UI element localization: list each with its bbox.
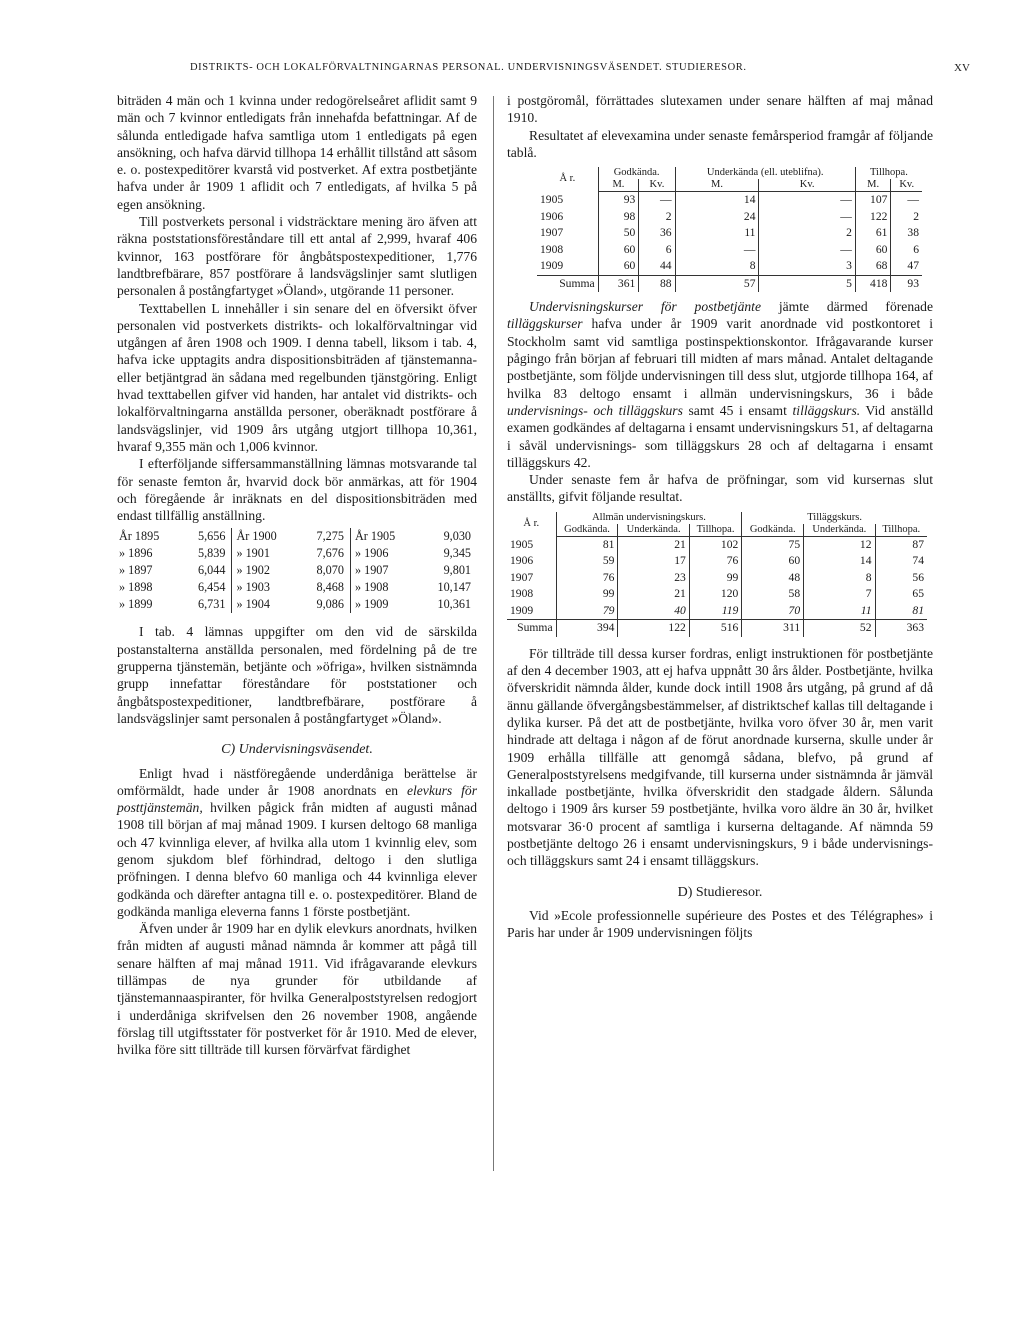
cell: —	[759, 192, 855, 209]
cell: 40	[618, 603, 689, 620]
table-row	[117, 545, 477, 562]
table-row	[117, 579, 477, 596]
cell: 44	[639, 258, 675, 275]
row-year: 1906	[510, 554, 534, 568]
paragraph	[117, 765, 477, 921]
year-label: » 1907	[350, 562, 417, 579]
paragraph: i postgöromål, förrättades slutexamen under senare hälften af maj månad 1910.	[507, 93, 933, 126]
cell: 75	[742, 536, 804, 553]
cell: 98	[598, 209, 639, 226]
row-year: 1905	[510, 537, 534, 551]
sub-header: Underkända.	[618, 524, 689, 537]
sub-header: Tillhopa.	[875, 524, 927, 537]
cell: 60	[855, 242, 891, 259]
year-value: 7,275	[316, 529, 344, 544]
paragraph	[507, 298, 933, 471]
personnel-years-list	[117, 528, 477, 613]
year-value: 5,656	[198, 529, 226, 544]
cell: 60	[598, 242, 639, 259]
table-row	[507, 603, 927, 620]
cell: 60	[598, 258, 639, 275]
cell: 7	[804, 586, 875, 603]
cell: 79	[556, 603, 618, 620]
table-row	[507, 586, 927, 603]
year-label: » 1909	[350, 596, 417, 613]
table-header-row	[537, 167, 922, 179]
paragraph: I tab. 4 lämnas uppgifter om den vid de särskilda postanstalterna anställda personalen, med fördelning på de tre grupperna tjänstemän, betjänte och »öfriga», hvilken sistnämnda grupp innefattar föreståndare för poststationer och ångbåtspostexpeditioner, landtbrefbärare, postförare å landsvägslinjer samt personalen å postångfartyget »Öland».	[117, 624, 477, 726]
right-column	[507, 92, 933, 942]
group-header: Tilläggskurs.	[742, 512, 927, 524]
cell: 60	[742, 553, 804, 570]
text-run: samt 45 i ensamt	[688, 402, 787, 418]
group-header: Godkända.	[598, 167, 675, 179]
year-label: » 1908	[350, 579, 417, 596]
sum-cell: 394	[556, 620, 618, 637]
year-value: 10,361	[437, 597, 471, 612]
paragraph: Texttabellen L innehåller i sin senare del en öfversikt öfver personalen vid postverkets distrikts- och lokalförvaltningar vid utgången af åren 1908 och 1909. I denna tabell, liksom i tab. 4, hafva icke upptagits andra dispositionsbiträden af tjänstemanna- eller betjäntgrad än sådana med regelbunden tjänstgöring. Enligt hvad texttabellen gifver vid handen, har antalet vid distrikts- och lokalförvaltningarna anställda personer, oberäknadt postförare å landsvägslinjer, vid 1909 års utgång utgjort tillhopa 10,361, hvaraf 9,355 män och 1,006 kvinnor.	[117, 300, 477, 454]
year-value: 10,147	[437, 580, 471, 595]
cell: 2	[639, 209, 675, 226]
year-label: » 1896	[119, 546, 153, 561]
italic-term: tilläggskurser	[507, 316, 583, 332]
section-heading-d: D) Studieresor.	[677, 884, 763, 900]
cell: 6	[639, 242, 675, 259]
cell: 76	[556, 570, 618, 587]
sum-cell: 418	[855, 275, 891, 292]
cell: 93	[598, 192, 639, 209]
sum-cell: 57	[675, 275, 759, 292]
table-row	[117, 562, 477, 579]
year-label: » 1906	[350, 545, 417, 562]
table-subheader-row	[507, 524, 927, 537]
year-value: 5,839	[198, 546, 226, 561]
header-title: DISTRIKTS- OCH LOKALFÖRVALTNINGARNAS PERSONAL. UNDERVISNINGSVÄSENDET. STUDIERESOR.	[190, 62, 747, 73]
year-label: » 1902	[232, 562, 299, 579]
sub-header: Kv.	[759, 179, 855, 192]
year-label: År 1905	[350, 528, 417, 545]
sum-cell: 311	[742, 620, 804, 637]
cell: 65	[875, 586, 927, 603]
table-row	[537, 242, 922, 259]
sub-header: M.	[598, 179, 639, 192]
sub-header: Godkända.	[556, 524, 618, 537]
table-row	[117, 528, 477, 545]
cell: 81	[875, 603, 927, 620]
cell: 24	[675, 209, 759, 226]
paragraph: Äfven under år 1909 har en dylik elevkurs anordnats, hvilken från midten af augusti månad nämnda år kommer att pågå till senare hälften af maj månad 1911. Vid ifrågavarande elevkurs tillämpas de nya grunder för utbildande af tjänstemannaaspiranter, för hvilka Generalpoststyrelsen redogjort i underdåniga skrifvelsen den 26 november 1908, angående förslag till utgiftsstater för postverket för år 1910. Med de elever, hvilka före sitt tillträde till kursen förvärfvat färdighet	[117, 921, 477, 1058]
cell: 119	[689, 603, 742, 620]
cell: 6	[891, 242, 922, 259]
table-row	[507, 536, 927, 553]
paragraph: Under senaste fem år hafva de pröfningar, som vid kursernas slut anställts, gifvit följande resultat.	[507, 472, 933, 505]
text-run: Enligt hvad i nästföregående underdåniga berättelse är omförmäldt, hade under år 1908 anordnats en	[117, 765, 477, 798]
course-results-table	[507, 512, 927, 637]
paragraph: biträden 4 män och 1 kvinna under redogörelseåret aflidit samt 9 män och 7 kvinnor entledigats från innehafda befattningar. Af de sålunda entledigade hafva samtliga utom 1 entledigats på egen ansökning, och hafva därvid tillhopa 14 erhållit tillstånd att såsom e. o. postexpeditörer kvarstå vid postverket. Af extra postbetjänte hafva under år 1909 1 aflidit och 7 entledigats, af hvilka 5 på egen ansökning.	[117, 93, 477, 212]
year-value: 9,086	[316, 597, 344, 612]
cell: 59	[556, 553, 618, 570]
year-value: 9,801	[443, 563, 471, 578]
year-label: » 1904	[232, 596, 299, 613]
cell: 14	[804, 553, 875, 570]
sum-cell: 516	[689, 620, 742, 637]
cell: 47	[891, 258, 922, 275]
cell: 11	[675, 225, 759, 242]
group-header: Underkända (ell. uteblifna).	[675, 167, 855, 179]
paragraph: För tillträde till dessa kurser fordras, enligt instruktionen för postbetjänte af den 4 december 1903, att ej hafva uppnått 30 års ålder. Postbetjänte, hvilka öfverskridit nämnda ålder, kunde dock intill 1908 års utgång, på grund af då ännu gällande öfvergångsbestämmelser, af distriktschef kallas till deltagande i dylika kurser. På det att de postbetjänte, hvilka voro öfver 30 år, men varit hindrade att deltaga i någon af de förut anordnade kurserna, skulle under år 1909 erhålla tillfälle att genomgå sådana, blefvo, på grund af Generalpoststyrelsens medgifvande, till kurserna under sistnämnda år jämväl inkallade postbetjänte, hvilka öfverskridit den stadgade åldern. Sålunda deltogo i 1909 års kurser 59 postbetjänte, hvilka voro äldre än 30 år, hvilket motsvarar 36·0 procent af samtliga i kurserna deltagande. Af nämnda 59 postbetjänte deltogo 26 i ensamt undervisningskurs, 9 i både undervisnings- och tilläggskurs samt 24 i ensamt tilläggskurs.	[507, 645, 933, 869]
cell: 68	[855, 258, 891, 275]
cell: 99	[556, 586, 618, 603]
exam-results-table	[537, 167, 922, 292]
sub-header: Kv.	[639, 179, 675, 192]
year-value: 9,030	[443, 529, 471, 544]
sub-header: Kv.	[891, 179, 922, 192]
sum-cell: 88	[639, 275, 675, 292]
cell: 36	[639, 225, 675, 242]
sum-label: Summa	[537, 275, 598, 292]
text-run: hafva under år 1909 varit anordnade vid postkontoret i Stockholm samt vid samtliga postinspektionskontor. Ifrågavarande kurser pågingo från början af februari till midten af mars månad. Antalet deltagande postbetjänte, som följde undervisningen till dess slut, utgjorde tillhopa 164, af hvilka 83 deltogo ensamt i allmän undervisningskurs, 36 i både	[507, 316, 933, 401]
group-header: Tillhopa.	[855, 167, 922, 179]
year-value: 6,454	[198, 580, 226, 595]
cell: 21	[618, 536, 689, 553]
table-row	[117, 596, 477, 613]
table-row	[537, 192, 922, 209]
row-year: 1908	[540, 242, 564, 256]
paragraph: I efterföljande siffersammanställning lämnas motsvarande tal för senaste femton år, hvarvid dock bör anmärkas, att för 1904 och föregående år inräknats en del dispositionsbiträden med endast tillfällig anställning.	[117, 456, 477, 524]
row-year: 1909	[510, 603, 534, 617]
row-year: 1908	[510, 587, 534, 601]
cell: 87	[875, 536, 927, 553]
year-label: » 1897	[119, 563, 153, 578]
cell: 81	[556, 536, 618, 553]
cell: 48	[742, 570, 804, 587]
italic-term: elevkurs för posttjänstemän,	[117, 782, 477, 816]
cell: 74	[875, 553, 927, 570]
sub-header: M.	[675, 179, 759, 192]
table-row	[507, 553, 927, 570]
sum-cell: 5	[759, 275, 855, 292]
sum-cell: 52	[804, 620, 875, 637]
year-value: 6,044	[198, 563, 226, 578]
sum-cell: 93	[891, 275, 922, 292]
italic-term: undervisnings- och tilläggskurs	[507, 402, 683, 418]
cell: 70	[742, 603, 804, 620]
sum-row	[507, 620, 927, 637]
group-header: Allmän undervisningskurs.	[556, 512, 742, 524]
row-year: 1907	[540, 226, 564, 240]
page-number: XV	[954, 62, 970, 74]
sub-header: Underkända.	[804, 524, 875, 537]
sum-cell: 361	[598, 275, 639, 292]
cell: 17	[618, 553, 689, 570]
year-value: 6,731	[198, 597, 226, 612]
year-value: 8,070	[316, 563, 344, 578]
cell: —	[891, 192, 922, 209]
running-header	[0, 62, 1024, 82]
paragraph: Till postverkets personal i vidsträcktare mening äro äfven att räkna poststationsföreståndare till ett antal af 2,999, hvaraf 406 kvinnor, 163 postförare för ångbåtspostexpeditioner, 1,776 landtbrefbärare, 857 postförare å landsvägslinjer samt slutligen personalen å postångfartyget »Öland», utgörande 11 personer.	[117, 214, 477, 299]
row-year: 1909	[540, 259, 564, 273]
sum-row	[537, 275, 922, 292]
year-value: 9,345	[443, 546, 471, 561]
left-column	[117, 92, 477, 1059]
cell: 23	[618, 570, 689, 587]
cell: 56	[875, 570, 927, 587]
year-column-header: Å r.	[523, 518, 540, 529]
year-column-header: Å r.	[559, 173, 576, 185]
cell: 14	[675, 192, 759, 209]
sum-cell: 122	[618, 620, 689, 637]
cell: —	[639, 192, 675, 209]
cell: 8	[675, 258, 759, 275]
cell: 38	[891, 225, 922, 242]
row-year: 1907	[510, 570, 534, 584]
cell: 120	[689, 586, 742, 603]
year-value: 8,468	[316, 580, 344, 595]
table-row	[537, 209, 922, 226]
cell: 61	[855, 225, 891, 242]
cell: 21	[618, 586, 689, 603]
sub-header: Godkända.	[742, 524, 804, 537]
table-row	[537, 225, 922, 242]
table-row	[507, 570, 927, 587]
year-label: År 1900	[232, 528, 299, 545]
cell: 107	[855, 192, 891, 209]
cell: 2	[759, 225, 855, 242]
row-year: 1906	[540, 209, 564, 223]
text-run: jämte därmed förenade	[778, 299, 933, 315]
cell: 122	[855, 209, 891, 226]
year-label: » 1903	[232, 579, 299, 596]
cell: 11	[804, 603, 875, 620]
cell: 102	[689, 536, 742, 553]
cell: 12	[804, 536, 875, 553]
text-run: hvilken pågick från midten af augusti månad 1908 till början af maj månad 1909. I kursen deltogo 68 manliga och 47 kvinnliga elever, af hvilka alla utom 1 kvinnlig elev, som genom sjukdom blef förhindrad, deltogo i den slutliga pröfningen. I denna blefvo 60 manliga och 44 kvinnliga elever godkända och därefter antagna till e. o. postexpeditörer. Bland de godkända manliga eleverna fanns 1 förste postbetjänt.	[117, 800, 477, 919]
year-value: 7,676	[316, 546, 344, 561]
column-divider	[493, 96, 494, 1171]
cell: —	[675, 242, 759, 259]
cell: —	[759, 242, 855, 259]
cell: 76	[689, 553, 742, 570]
cell: 50	[598, 225, 639, 242]
text-run: Vid anställd examen godkändes af deltagarna i ensamt undervisningskurs 51, af deltagarna i såväl undervisnings- som tilläggskurs 28 och af deltagarna i ensamt tilläggskurs 42.	[507, 402, 933, 470]
sub-header: Tillhopa.	[689, 524, 742, 537]
cell: 2	[891, 209, 922, 226]
sum-cell: 363	[875, 620, 927, 637]
cell: —	[759, 209, 855, 226]
cell: 99	[689, 570, 742, 587]
year-label: » 1898	[119, 580, 153, 595]
section-heading-c: C) Undervisningsväsendet.	[221, 742, 373, 758]
year-label: » 1899	[119, 597, 153, 612]
cell: 3	[759, 258, 855, 275]
sub-header: M.	[855, 179, 891, 192]
italic-term: Undervisningskurser för postbetjänte	[529, 299, 761, 315]
paragraph: Resultatet af elevexamina under senaste femårsperiod framgår af följande tablå.	[507, 127, 933, 160]
table-row	[537, 258, 922, 275]
sum-label: Summa	[507, 620, 556, 637]
italic-term: tilläggskurs.	[792, 402, 861, 418]
year-label: » 1901	[232, 545, 299, 562]
cell: 58	[742, 586, 804, 603]
paragraph: Vid »Ecole professionnelle supérieure des Postes et des Télégraphes» i Paris har under år 1909 undervisningen följts	[507, 907, 933, 941]
cell: 8	[804, 570, 875, 587]
year-label: År 1895	[119, 529, 160, 544]
table-header-row	[507, 512, 927, 524]
row-year: 1905	[540, 192, 564, 206]
